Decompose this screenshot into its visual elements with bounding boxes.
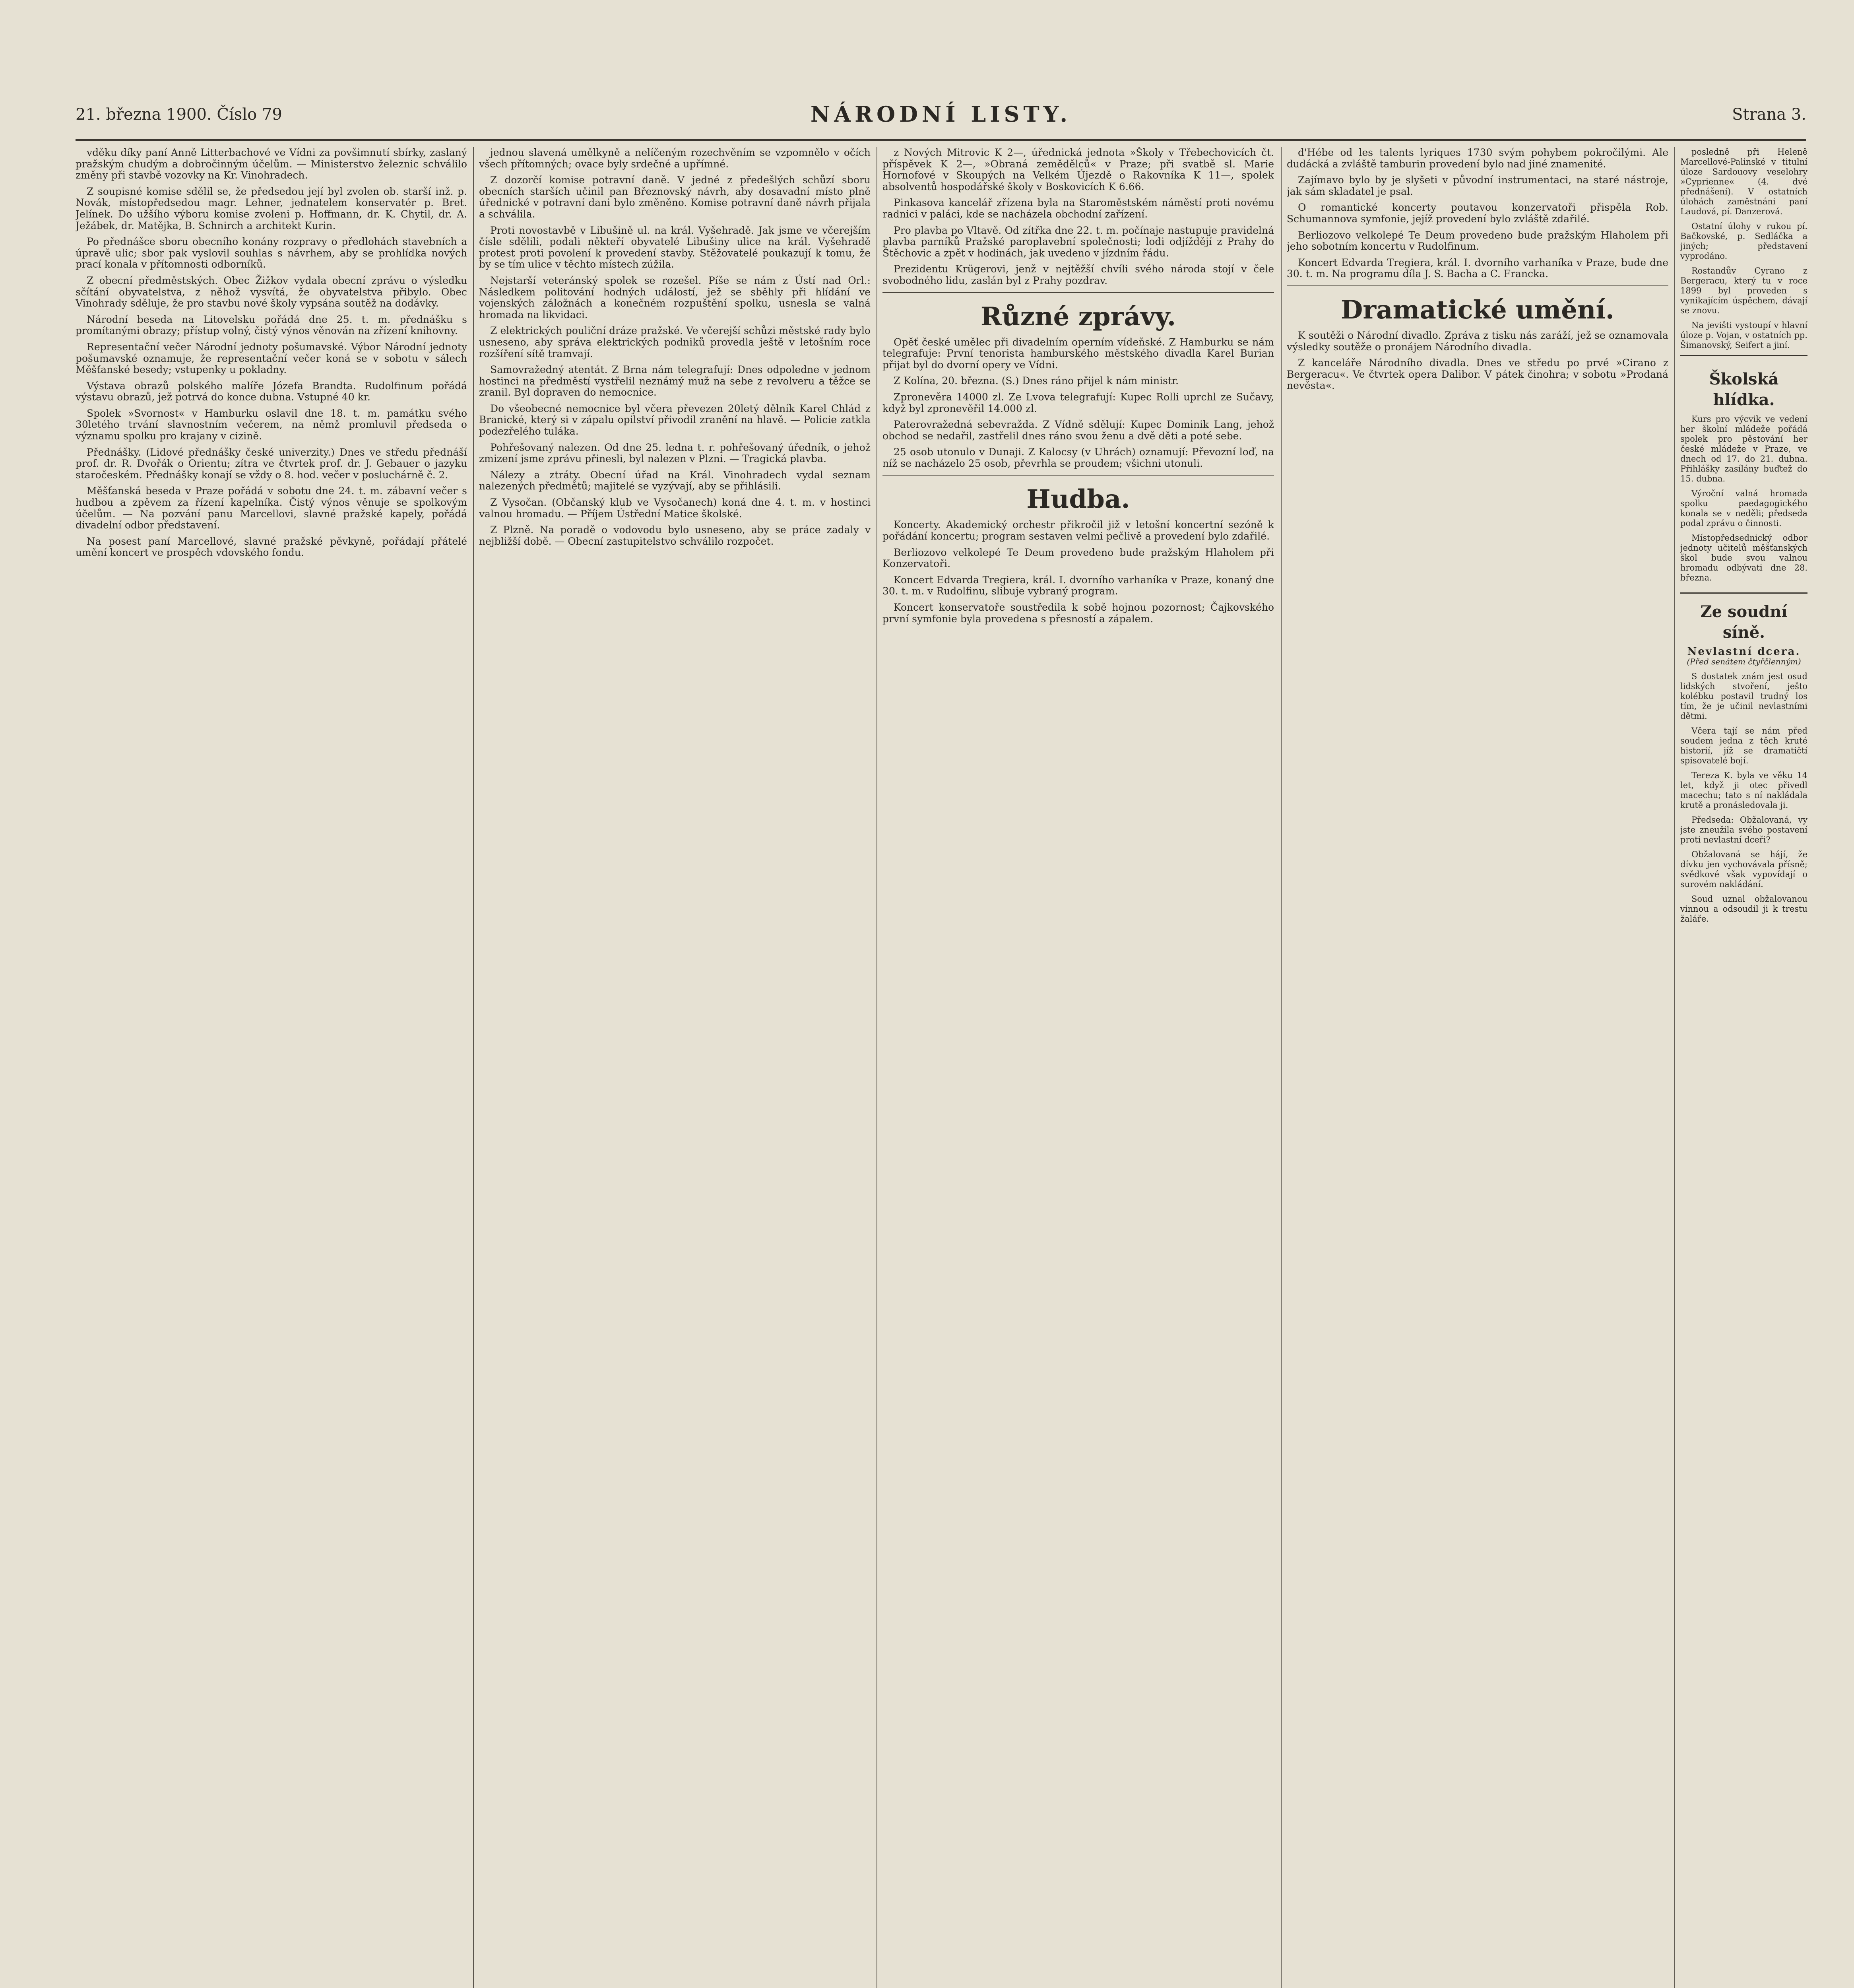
column-5: [1680, 147, 1807, 1988]
article-paragraph: Národní beseda na Litovelsku pořádá dne 25. t. m. přednášku s promítanými obrazy; přístup volný, čistý výnos věnován na zřízení knihovny.: [76, 313, 467, 337]
article-paragraph: Pro plavba po Vltavě. Od zítřka dne 22. t. m. počínaje nastupuje pravidelná plavba parníků Pražské paroplavební společnosti; lodi odjíždějí z Prahy do Štěchovic a zpět v hodinách, jak uvedeno v jízdním řádu.: [882, 224, 1274, 259]
article-paragraph: Z Vysočan. (Občanský klub ve Vysočanech) koná dne 4. t. m. v hostinci valnou hromadu. — Příjem Ústřední Matice školské.: [479, 497, 871, 520]
article-paragraph: Do všeobecné nemocnice byl včera převezen 20letý dělník Karel Chlád z Branické, který si v zápalu opilství přivodil zranění na hlavě. — Policie zatkla podezřelého tuláka.: [479, 402, 871, 437]
article-paragraph: Z kanceláře Národního divadla. Dnes ve středu po prvé »Cirano z Bergeracu«. Ve čtvrtek opera Dalibor. V pátek činohra; v sobotu »Prodaná nevěsta«.: [1287, 357, 1668, 392]
article-paragraph: Po přednášce sboru obecního konány rozpravy o předlohách stavebních a úpravě ulic; sbor pak vyslovil souhlas s návrhem, aby se prohlídka nových prací konala v přítomnosti odborníků.: [76, 236, 467, 270]
article-paragraph: z Nových Mitrovic K 2—, úřednická jednota »Školy v Třebechovicích čt. příspěvek K 2—, »Obraná zemědělců« v Praze; při svatbě sl. Marie Hornofové v Skoupých na Velkém Újezdě o Rakovníka K 11—, spolek absolventů hospodářské školy v Boskovicích K 6.66.: [882, 147, 1274, 192]
column-1: [76, 147, 467, 1988]
article-paragraph: Včera tají se nám před soudem jedna z těch kruté historií, jíž se dramatičtí spisovatelé bojí.: [1680, 726, 1807, 765]
section-title-ruzne: Různé zprávy.: [980, 301, 1176, 332]
article-paragraph: Předseda: Obžalovaná, vy jste zneužila svého postavení proti nevlastní dceři?: [1680, 815, 1807, 845]
article-paragraph: Samovražedný atentát. Z Brna nám telegrafují: Dnes odpoledne v jednom hostinci na předměstí vystřelil neznámý muž na sebe z revolveru a těžce se zranil. Byl dopraven do nemocnice.: [479, 364, 871, 398]
article-paragraph: O romantické koncerty poutavou konzervatoři přispěla Rob. Schumannova symfonie, jejíž provedení bylo zvláště zdařilé.: [1287, 202, 1668, 225]
article-paragraph: vděku díky paní Anně Litterbachové ve Vídni za povšimnutí sbírky, zaslaný pražským chudým a dobročinným účelům. — Ministerstvo železnic schválilo změny při stavbě vozovky na Kr. Vinohradech.: [76, 147, 467, 181]
article-paragraph: Z elektrických pouliční dráze pražské. Ve včerejší schůzi městské rady bylo usneseno, aby správa elektrických podniků provedla ještě v letošním roce rozšíření sítě tramvají.: [479, 325, 871, 359]
column-divider: [1674, 147, 1675, 1988]
article-paragraph: Zajímavo bylo by je slyšeti v původní instrumentaci, na staré nástroje, jak sám skladatel je psal.: [1287, 174, 1668, 197]
page-number: Strana 3.: [1732, 105, 1806, 124]
page-header: [76, 101, 1806, 137]
article-subtitle: (Před senátem čtyřčlenným): [1687, 657, 1801, 666]
section-divider: [1287, 285, 1668, 286]
article-paragraph: Měšťanská beseda v Praze pořádá v sobotu dne 24. t. m. zábavní večer s hudbou a zpěvem za řízení kapelníka. Čistý výnos věnuje se spolkovým účelům. — Na pozvání panu Marcellovi, slavné pražské kapely, pořádá divadelní odbor představení.: [76, 485, 467, 531]
article-paragraph: Na jevišti vystoupí v hlavní úloze p. Vojan, v ostatních pp. Šimanovský, Seifert a jiní.: [1680, 320, 1807, 350]
article-paragraph: Výstava obrazů polského malíře Józefa Brandta. Rudolfinum pořádá výstavu obrazů, jež potrvá do konce dubna. Vstupné 40 kr.: [76, 380, 467, 403]
header-rule: [76, 139, 1806, 141]
article-paragraph: Z dozorčí komise potravní daně. V jedné z předešlých schůzí sboru obecních starších učinil pan Březnovský návrh, aby dosavadní místo plně úřednické v potravní dani bylo změněno. Komise potravní daně návrh přijala a schválila.: [479, 174, 871, 220]
article-paragraph: d'Hébe od les talents lyriques 1730 svým pohybem pokročilými. Ale dudácká a zvláště tamburin provedení bylo nad jiné znamenité.: [1287, 147, 1668, 170]
section-title-skolska: Školská hlídka.: [1709, 370, 1779, 409]
section-divider: [882, 475, 1274, 476]
article-paragraph: Berliozovo velkolepé Te Deum provedeno bude pražským Hlaholem při jeho sobotním koncertu v Rudolfinum.: [1287, 229, 1668, 252]
article-paragraph: jednou slavená umělkyně a nelíčeným rozechvěním se vzpomnělo v očích všech přítomných; ovace byly srdečné a upřímné.: [479, 147, 871, 170]
article-paragraph: Nálezy a ztráty. Obecní úřad na Král. Vinohradech vydal seznam nalezených předmětů; majitelé se vyzývají, aby se přihlásili.: [479, 469, 871, 492]
article-paragraph: Z Plzně. Na poradě o vodovodu bylo usneseno, aby se práce zadaly v nejbližší době. — Obecní zastupitelstvo schválilo rozpočet.: [479, 524, 871, 547]
article-paragraph: Proti novostavbě v Libušině ul. na král. Vyšehradě. Jak jsme ve včerejším čísle sdělili, podali někteří obyvatelé Libušiny ulice na král. Vyšehradě protest proti povolení k provedení stavby. Stěžovatelé poukazují k tomu, že by se tím ulice v těchto místech zúžila.: [479, 224, 871, 270]
column-divider: [473, 147, 474, 1988]
article-paragraph: Koncert Edvarda Tregiera, král. I. dvorního varhaníka v Praze, bude dne 30. t. m. Na programu díla J. S. Bacha a C. Francka.: [1287, 256, 1668, 280]
article-paragraph: Koncert konservatoře soustředila k sobě hojnou pozornost; Čajkovského první symfonie byla provedena s přesností a zápalem.: [882, 602, 1274, 625]
school-section: [1680, 355, 1807, 594]
article-title: Nevlastní dcera.: [1687, 646, 1801, 658]
article-paragraph: Z Kolína, 20. března. (S.) Dnes ráno přijel k nám ministr.: [894, 375, 1179, 387]
article-paragraph: Berliozovo velkolepé Te Deum provedeno bude pražským Hlaholem při Konzervatoři.: [882, 546, 1274, 570]
article-paragraph: posledně při Heleně Marcellové-Palinské v titulní úloze Sardouovy veselohry »Cyprienne« (4. dvé přednášení). V ostatních úlohách zaměstnáni paní Laudová, pí. Danzerová.: [1680, 147, 1807, 216]
article-paragraph: Z obecní předměstských. Obec Žižkov vydala obecní zprávu o výsledku sčítání obyvatelstva, z něhož vysvítá, že obyvatelstva přibylo. Obec Vinohrady sděluje, že pro stavbu nové školy vypsána soutěž na dodávky.: [76, 274, 467, 309]
article-paragraph: Representační večer Národní jednoty pošumavské. Výbor Národní jednoty pošumavské oznamuje, že representační večer koná se v sobotu v sálech Měšťanské besedy; vstupenky u pokladny.: [76, 341, 467, 376]
article-paragraph: Výroční valná hromada spolku paedagogického konala se v neděli; předseda podal zprávu o činnosti.: [1680, 489, 1807, 528]
article-paragraph: Přednášky. (Lidové přednášky české univerzity.) Dnes ve středu přednáší prof. dr. R. Dvořák o Orientu; zítra ve čtvrtek prof. dr. J. Gebauer o jazyku staročeském. Přednášky konají se vždy o 8. hod. večer v posluchárně č. 2.: [76, 446, 467, 481]
column-4: [1287, 147, 1668, 1988]
article-paragraph: Ostatní úlohy v rukou pí. Bačkovské, p. Sedláčka a jiných; představení vyprodáno.: [1680, 221, 1807, 261]
article-paragraph: Rostandův Cyrano z Bergeracu, který tu v roce 1899 byl proveden s vynikajícím úspěchem, dávají se znovu.: [1680, 266, 1807, 315]
article-paragraph: Opěť české umělec při divadelním operním vídeňské. Z Hamburku se nám telegrafuje: První tenorista hamburského městského divadla Karel Burian přijat byl do dvorní opery ve Vídni.: [882, 336, 1274, 371]
article-paragraph: Prezidentu Krügerovi, jenž v nejtěžší chvíli svého národa stojí v čele svobodného lidu, zaslán byl z Prahy pozdrav.: [882, 263, 1274, 286]
article-paragraph: Nejstarší veteránský spolek se rozešel. Píše se nám z Ústí nad Orl.: Následkem politování hodných událostí, jež se sběhly při hlídání ve vojenských záložnách a konečném rozpuštění spolku, usnesla se valná hromada na likvidaci.: [479, 274, 871, 320]
article-paragraph: Z soupisné komise sdělil se, že předsedou její byl zvolen ob. starší inž. p. Novák, místopředsedou magr. Lehner, jednatelem konservatér p. Bret. Jelínek. Do užšího výboru komise zvoleni p. Hoffmann, dr. K. Chytil, dr. A. Ježábek, dr. Matějka, B. Schnirch a architekt Kurin.: [76, 185, 467, 231]
article-paragraph: Místopředsednický odbor jednoty učitelů měšťanských škol bude svou valnou hromadu odbývati dne 28. března.: [1680, 533, 1807, 582]
article-paragraph: S dostatek znám jest osud lidských stvoření, ješto kolébku postavil trudný los tím, že je učinil nevlastními dětmi.: [1680, 672, 1807, 721]
section-title-dramaticke: Dramatické umění.: [1340, 295, 1615, 325]
section-title-soudni: Ze soudní síně.: [1700, 602, 1788, 642]
article-paragraph: Obžalovaná se hájí, že dívku jen vychovávala přísně; svědkové však vypovídají o surovém nakládání.: [1680, 850, 1807, 889]
article-paragraph: Paterovražedná sebevražda. Z Vídně sdělují: Kupec Dominik Lang, jehož obchod se nedařil, zastřelil dnes ráno svou ženu a dvě děti a poté sebe.: [882, 419, 1274, 442]
issue-date: 21. března 1900. Číslo 79: [76, 105, 282, 124]
article-paragraph: Pinkasova kancelář zřízena byla na Staroměstském náměstí proti novému radnici v paláci, kde se nacházela obchodní zařízení.: [882, 197, 1274, 220]
article-paragraph: Pohřešovaný nalezen. Od dne 25. ledna t. r. pohřešovaný úředník, o jehož zmizení jsme zprávu přinesli, byl nalezen v Plzni. — Tragická plavba.: [479, 441, 871, 465]
article-paragraph: Soud uznal obžalovanou vinnou a odsoudil ji k trestu žaláře.: [1680, 894, 1807, 924]
newspaper-title: NÁRODNÍ LISTY.: [810, 101, 1072, 127]
article-paragraph: Spolek »Svornost« v Hamburku oslavil dne 18. t. m. památku svého 30letého trvání slavnostním večerem, na němž promluvil předseda o významu spolku pro krajany v cizině.: [76, 407, 467, 442]
article-paragraph: Kurs pro výcvik ve vedení her školní mládeže pořádá spolek pro pěstování her české mládeže v Praze, ve dnech od 17. do 21. dubna. Přihlášky zasílány buďtež do 15. dubna.: [1680, 414, 1807, 483]
column-2: [479, 147, 871, 1988]
article-paragraph: K soutěži o Národní divadlo. Zpráva z tisku nás zaráží, jež se oznamovala výsledky soutěže o pronájem Národního divadla.: [1287, 329, 1668, 353]
section-title-hudba: Hudba.: [1026, 484, 1130, 514]
article-paragraph: Tereza K. byla ve věku 14 let, když ji otec přivedl macechu; tato s ní nakládala krutě a pronásledovala ji.: [1680, 771, 1807, 810]
article-paragraph: Na posest paní Marcellové, slavné pražské pěvkyně, pořádají přátelé umění koncert ve prospěch vdovského fondu.: [76, 535, 467, 559]
section-divider: [882, 292, 1274, 293]
article-paragraph: Koncert Edvarda Tregiera, král. I. dvorního varhaníka v Praze, konaný dne 30. t. m. v Rudolfinu, slibuje vybraný program.: [882, 574, 1274, 597]
article-paragraph: Zpronevěra 14000 zl. Ze Lvova telegrafují: Kupec Rolli uprchl ze Sučavy, když byl zpronevěřil 14.000 zl.: [882, 391, 1274, 414]
article-paragraph: 25 osob utonulo v Dunaji. Z Kalocsy (v Uhrách) oznamují: Převozní loď, na níž se nacházelo 25 osob, převrhla se proudem; všichni utonuli.: [882, 446, 1274, 469]
article-paragraph: Koncerty. Akademický orchestr přikročil již v letošní koncertní sezóně k pořádání koncertu; program sestaven velmi pečlivě a provedení bylo zdařilé.: [882, 519, 1274, 542]
column-3: [882, 147, 1274, 1988]
column-divider: [1281, 147, 1282, 1988]
